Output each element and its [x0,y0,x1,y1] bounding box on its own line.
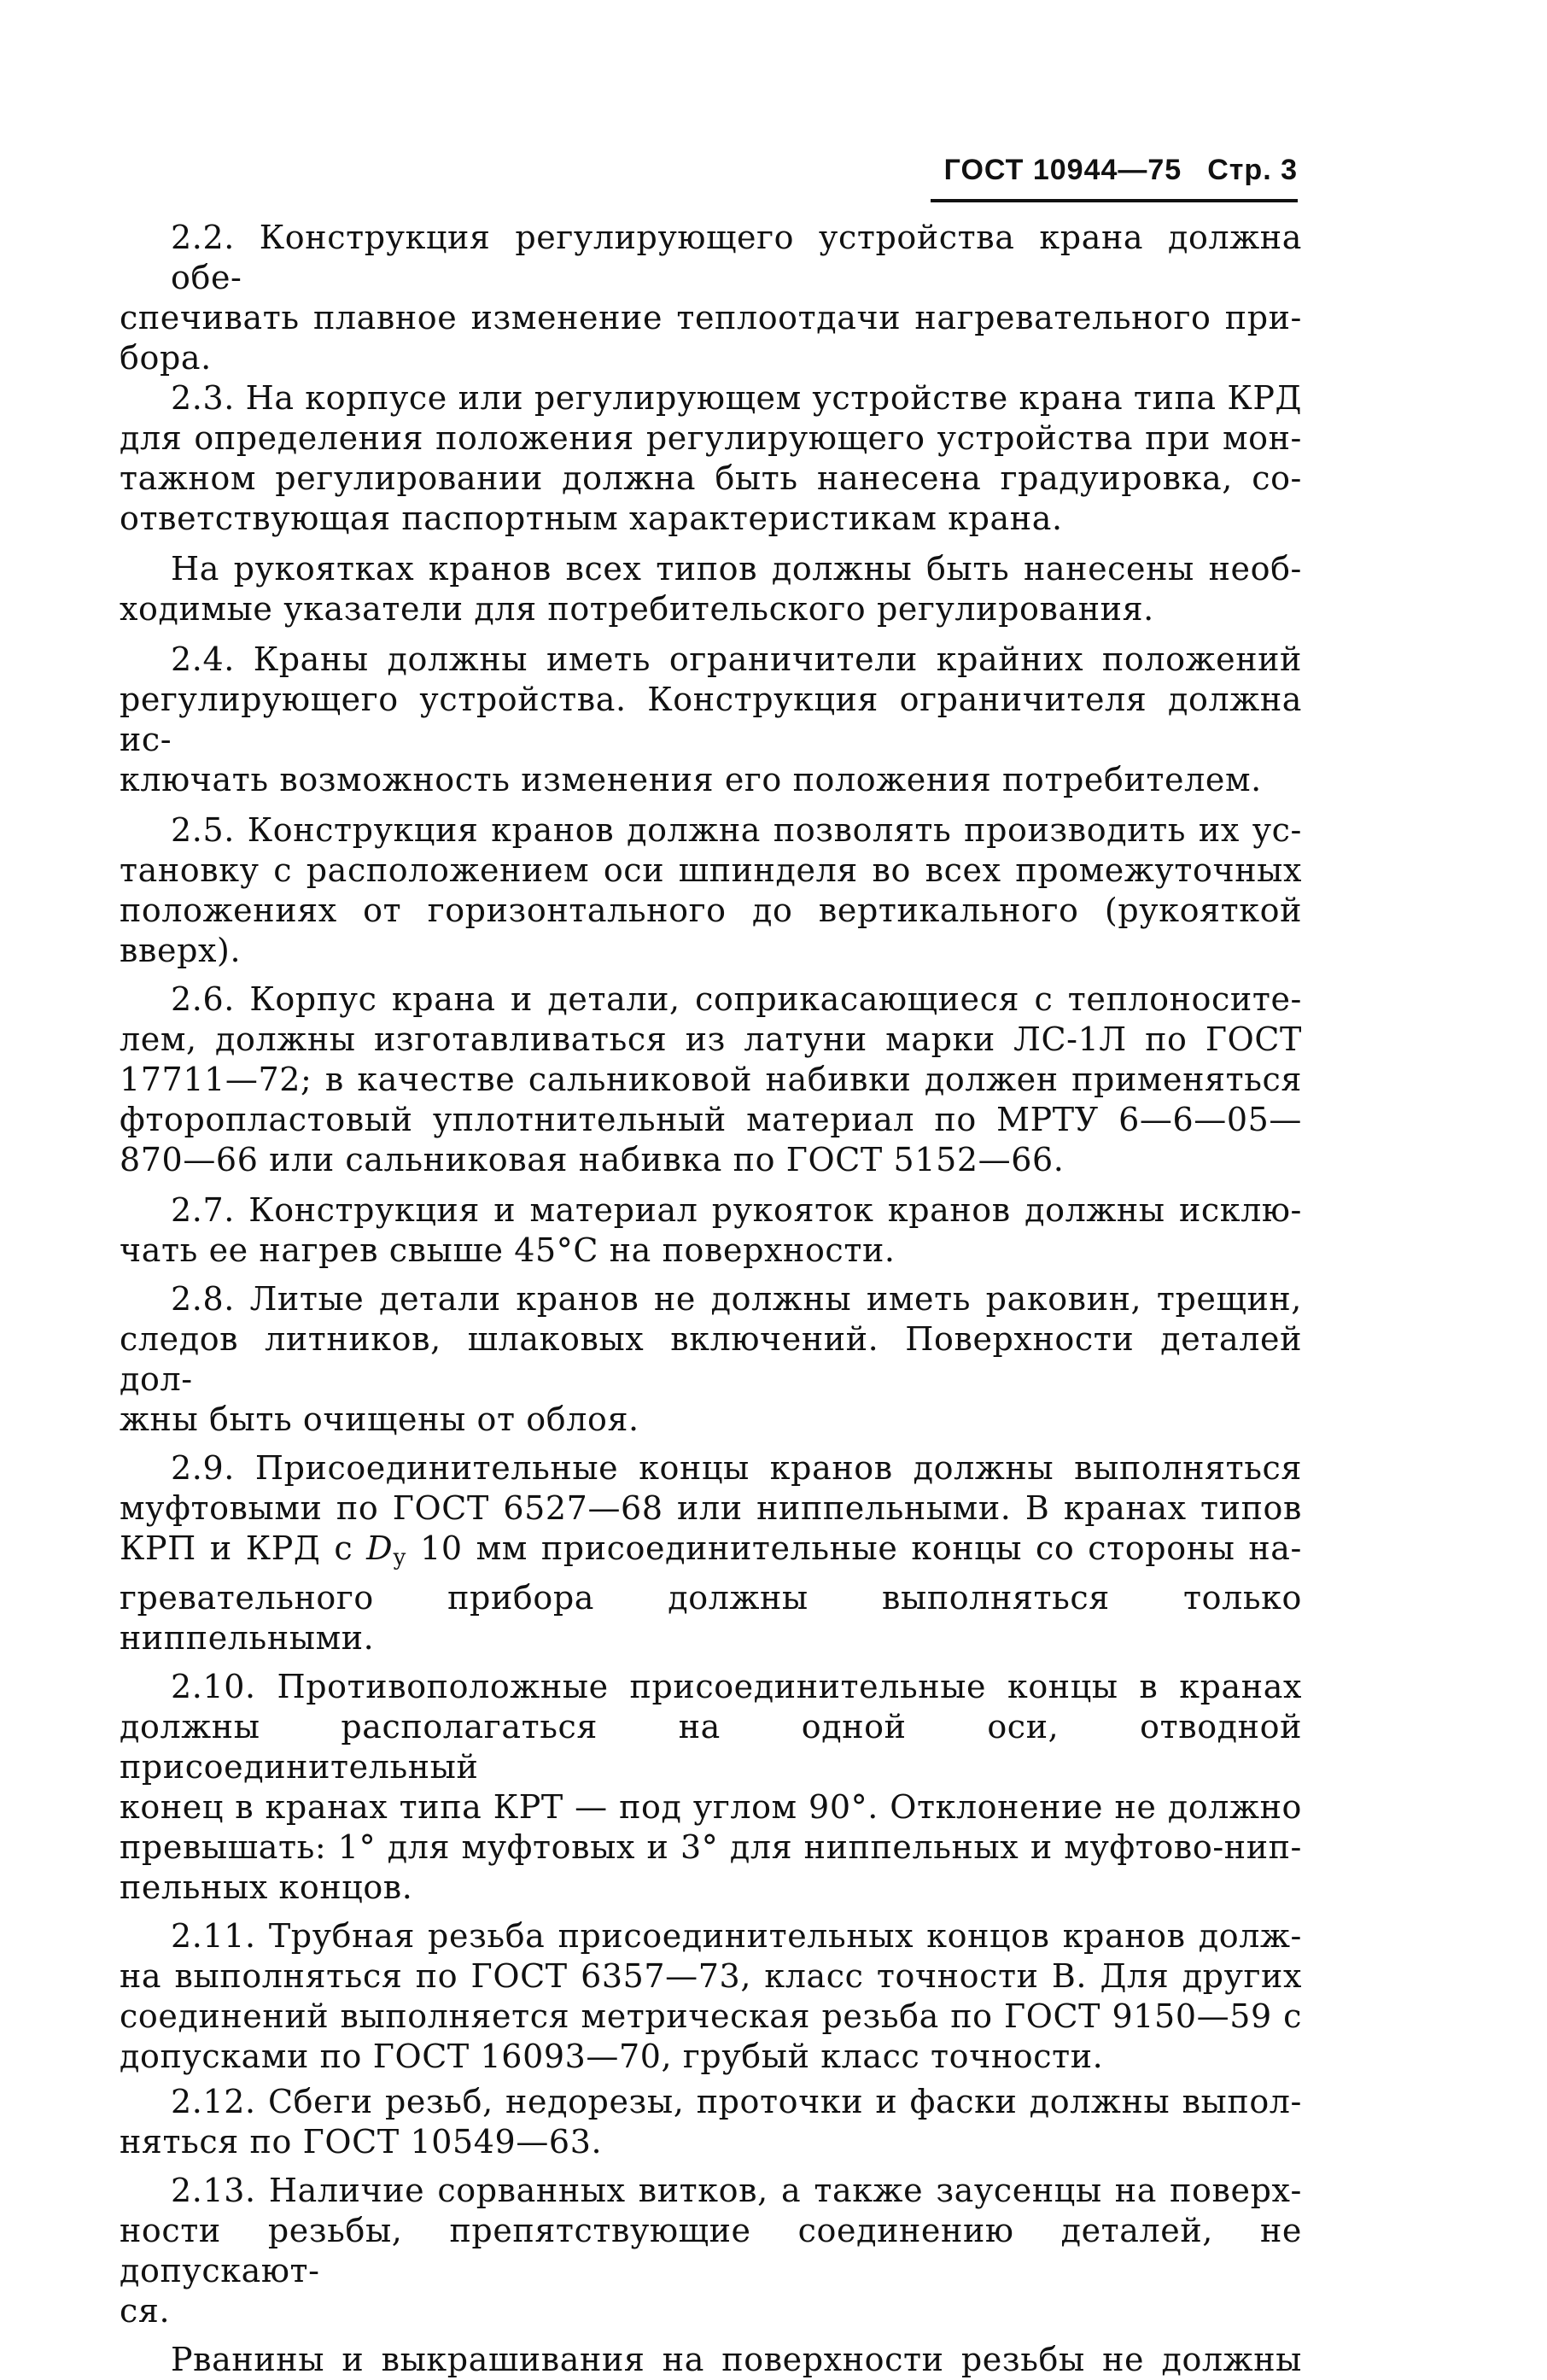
text-line: регулирующего устройства. Конструкция ограничителя должна ис- [120,681,1302,758]
paragraph-2-7 [120,1190,1302,1271]
paragraph-2-5 [120,810,1302,971]
text-line: няться по ГОСТ 10549—63. [120,2123,603,2161]
text-line: пельных концов. [120,1868,413,1906]
text-line: положениях от горизонтального до вертикального (рукояткой [120,892,1302,929]
text-line: муфтовыми по ГОСТ 6527—68 или ниппельными. В кранах типов [120,1489,1302,1527]
paragraph-2-13-cont [120,2340,1302,2380]
text-line: 2.10. Противоположные присоединительные концы в кранах [171,1668,1302,1705]
paragraph-2-13 [120,2171,1302,2331]
text-segment: 10 мм присоединительные концы со стороны на- [420,1529,1303,1567]
paragraph-2-4 [120,640,1302,800]
text-line: следов литников, шлаковых включений. Поверхности деталей дол- [120,1320,1302,1398]
text-line: 17711—72; в качестве сальниковой набивки должен применяться [120,1061,1302,1098]
text-line: ся. [120,2292,171,2330]
nominal-diameter-subscript: у [393,1545,407,1570]
text-line: ности резьбы, препятствующие соединению деталей, не допускают- [120,2212,1302,2289]
text-line: 2.9. Присоединительные концы кранов должны выполняться [171,1449,1302,1487]
text-line: ходимые указатели для потребительского регулирования. [120,590,1154,628]
text-line: бора. [120,339,212,377]
text-line: 2.4. Краны должны иметь ограничители крайних положений [171,640,1302,678]
text-line: лем, должны изготавливаться из латуни марки ЛС-1Л по ГОСТ [120,1020,1302,1058]
text-line: фторопластовый уплотнительный материал по МРТУ 6—6—05— [120,1101,1302,1138]
text-segment: КРП и КРД с [120,1529,353,1567]
text-line: чать ее нагрев свыше 45°С на поверхности. [120,1231,896,1269]
text-line: тажном регулировании должна быть нанесена градуировка, со- [120,459,1302,497]
text-line: 2.8. Литые детали кранов не должны иметь раковин, трещин, [171,1280,1302,1318]
nominal-diameter-symbol: D [366,1529,394,1567]
text-line: Рванины и выкрашивания на поверхности резьбы не должны [171,2341,1302,2378]
paragraph-2-10 [120,1667,1302,1908]
paragraph-2-2 [120,218,1302,378]
text-line: 2.12. Сбеги резьб, недорезы, проточки и фаски должны выпол- [171,2083,1302,2120]
text-line: На рукоятках кранов всех типов должны быть нанесены необ- [171,550,1302,588]
text-line: 870—66 или сальниковая набивка по ГОСТ 5152—66. [120,1141,1065,1178]
page-number: Стр. 3 [1207,154,1298,186]
text-line: тановку с расположением оси шпинделя во всех промежуточных [120,851,1302,889]
paragraph-2-12 [120,2082,1302,2162]
text-line: гревательного прибора должны выполняться только ниппельными. [120,1579,1302,1657]
text-line: конец в кранах типа КРТ — под углом 90°. Отклонение не должно [120,1788,1302,1826]
paragraph-2-8 [120,1279,1302,1440]
text-line: вверх). [120,932,242,969]
text-line: 2.7. Конструкция и материал рукояток кранов должны исклю- [171,1191,1302,1229]
paragraph-2-9 [120,1448,1302,1658]
standard-number: ГОСТ 10944—75 [943,154,1182,186]
text-line: должны располагаться на одной оси, отводной присоединительный [120,1708,1302,1786]
document-body [120,218,1302,2380]
text-line: 2.13. Наличие сорванных витков, а также заусенцы на поверх- [171,2172,1302,2209]
paragraph-2-11 [120,1916,1302,2077]
text-line: 2.5. Конструкция кранов должна позволять производить их ус- [171,811,1302,849]
text-line-with-symbol [120,1529,1302,1578]
text-line: ключать возможность изменения его положения потребителем. [120,761,1262,798]
text-line: жны быть очищены от облоя. [120,1401,639,1438]
text-line: соединений выполняется метрическая резьба по ГОСТ 9150—59 с [120,1997,1302,2035]
text-line: для определения положения регулирующего устройства при мон- [120,419,1302,457]
text-line: превышать: 1° для муфтовых и 3° для ниппельных и муфтово-нип- [120,1828,1302,1866]
text-line: 2.2. Конструкция регулирующего устройства крана должна обе- [171,219,1302,296]
page-header [931,154,1298,202]
text-line: допусками по ГОСТ 16093—70, грубый класс точности. [120,2038,1104,2075]
text-line: на выполняться по ГОСТ 6357—73, класс точности В. Для других [120,1957,1302,1995]
text-line: 2.3. На корпусе или регулирующем устройстве крана типа КРД [171,379,1302,417]
paragraph-2-3-cont [120,549,1302,629]
paragraph-2-6 [120,979,1302,1180]
paragraph-2-3 [120,378,1302,539]
text-line: 2.6. Корпус крана и детали, соприкасающиеся с теплоносите- [171,980,1302,1018]
text-line: 2.11. Трубная резьба присоединительных концов кранов долж- [171,1917,1302,1955]
text-line: спечивать плавное изменение теплоотдачи нагревательного при- [120,299,1302,336]
text-line: ответствующая паспортным характеристикам крана. [120,500,1063,537]
